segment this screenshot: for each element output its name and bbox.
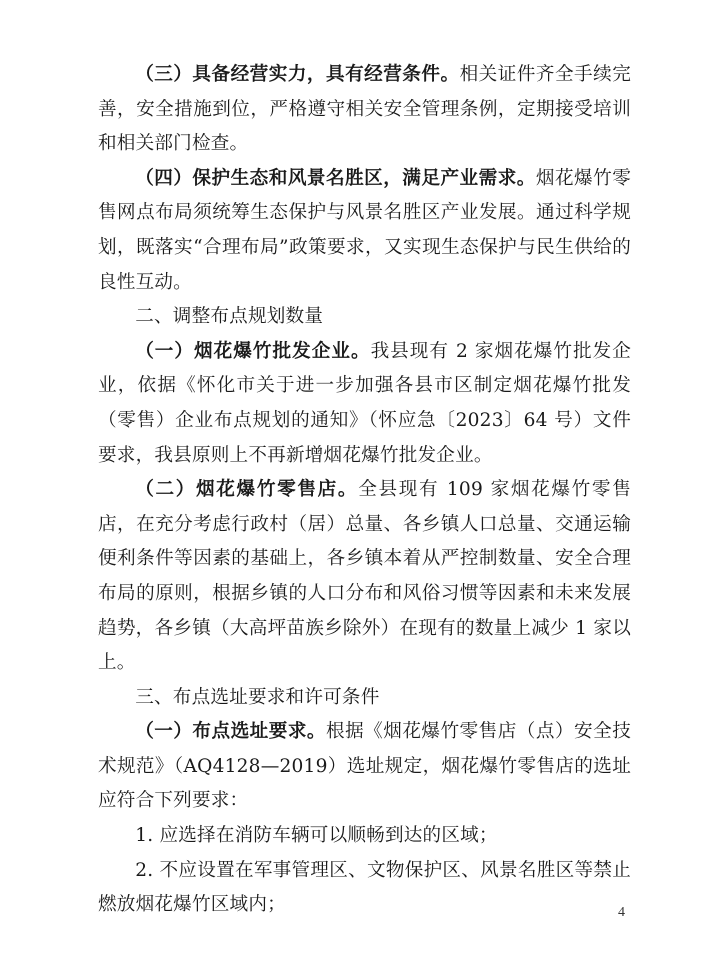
paragraph-site-selection xyxy=(98,715,631,819)
paragraph-lead: （一）烟花爆竹批发企业。 xyxy=(135,340,371,362)
paragraph-text: 烟花爆竹零售网点布局须统筹生态保护与风景名胜区产业发展。通过科学规划，既落实“合理布局”政策要求，又实现生态保护与民生供给的良性互动。 xyxy=(98,167,631,293)
paragraph-business-capability xyxy=(98,58,631,162)
document-body xyxy=(98,58,631,923)
paragraph-wholesale-enterprises xyxy=(98,335,631,473)
paragraph-lead: （四）保护生态和风景名胜区，满足产业需求。 xyxy=(135,167,536,189)
paragraph-ecology-protection xyxy=(98,162,631,300)
list-item-prohibited-areas: 2. 不应设置在军事管理区、文物保护区、风景名胜区等禁止燃放烟花爆竹区域内； xyxy=(98,859,631,916)
section-heading-adjust-quantity: 二、调整布点规划数量 xyxy=(135,306,324,328)
section-heading-site-requirements: 三、布点选址要求和许可条件 xyxy=(135,686,380,708)
paragraph-text: 全县现有 109 家烟花爆竹零售店，在充分考虑行政村（居）总量、各乡镇人口总量、交通运输便利条件等因素的基础上，各乡镇本着从严控制数量、安全合理布局的原则，根据乡镇的人口分布和风俗习惯等因素和未来发展趋势，各乡镇（大高坪苗族乡除外）在现有的数量上减少 1 家以上。 xyxy=(98,479,632,674)
page-number: 4 xyxy=(618,905,625,920)
paragraph-lead: （一）布点选址要求。 xyxy=(135,721,326,743)
paragraph-retail-stores xyxy=(98,473,631,681)
paragraph-text: 相关证件齐全手续完善，安全措施到位，严格遵守相关安全管理条例，定期接受培训和相关部门检查。 xyxy=(98,64,631,155)
paragraph-lead: （二）烟花爆竹零售店。 xyxy=(135,479,359,501)
paragraph-text: 我县现有 2 家烟花爆竹批发企业，依据《怀化市关于进一步加强各县市区制定烟花爆竹批发（零售）企业布点规划的通知》（怀应急〔2023〕64 号）文件要求，我县原则上不再新增烟花爆竹批发企业。 xyxy=(98,340,631,466)
list-item-fire-access: 1. 应选择在消防车辆可以顺畅到达的区域； xyxy=(135,825,498,847)
paragraph-lead: （三）具备经营实力，具有经营条件。 xyxy=(135,64,460,85)
paragraph-text: 根据《烟花爆竹零售店（点）安全技术规范》（AQ4128—2019）选址规定，烟花爆竹零售店的选址应符合下列要求： xyxy=(98,721,631,812)
